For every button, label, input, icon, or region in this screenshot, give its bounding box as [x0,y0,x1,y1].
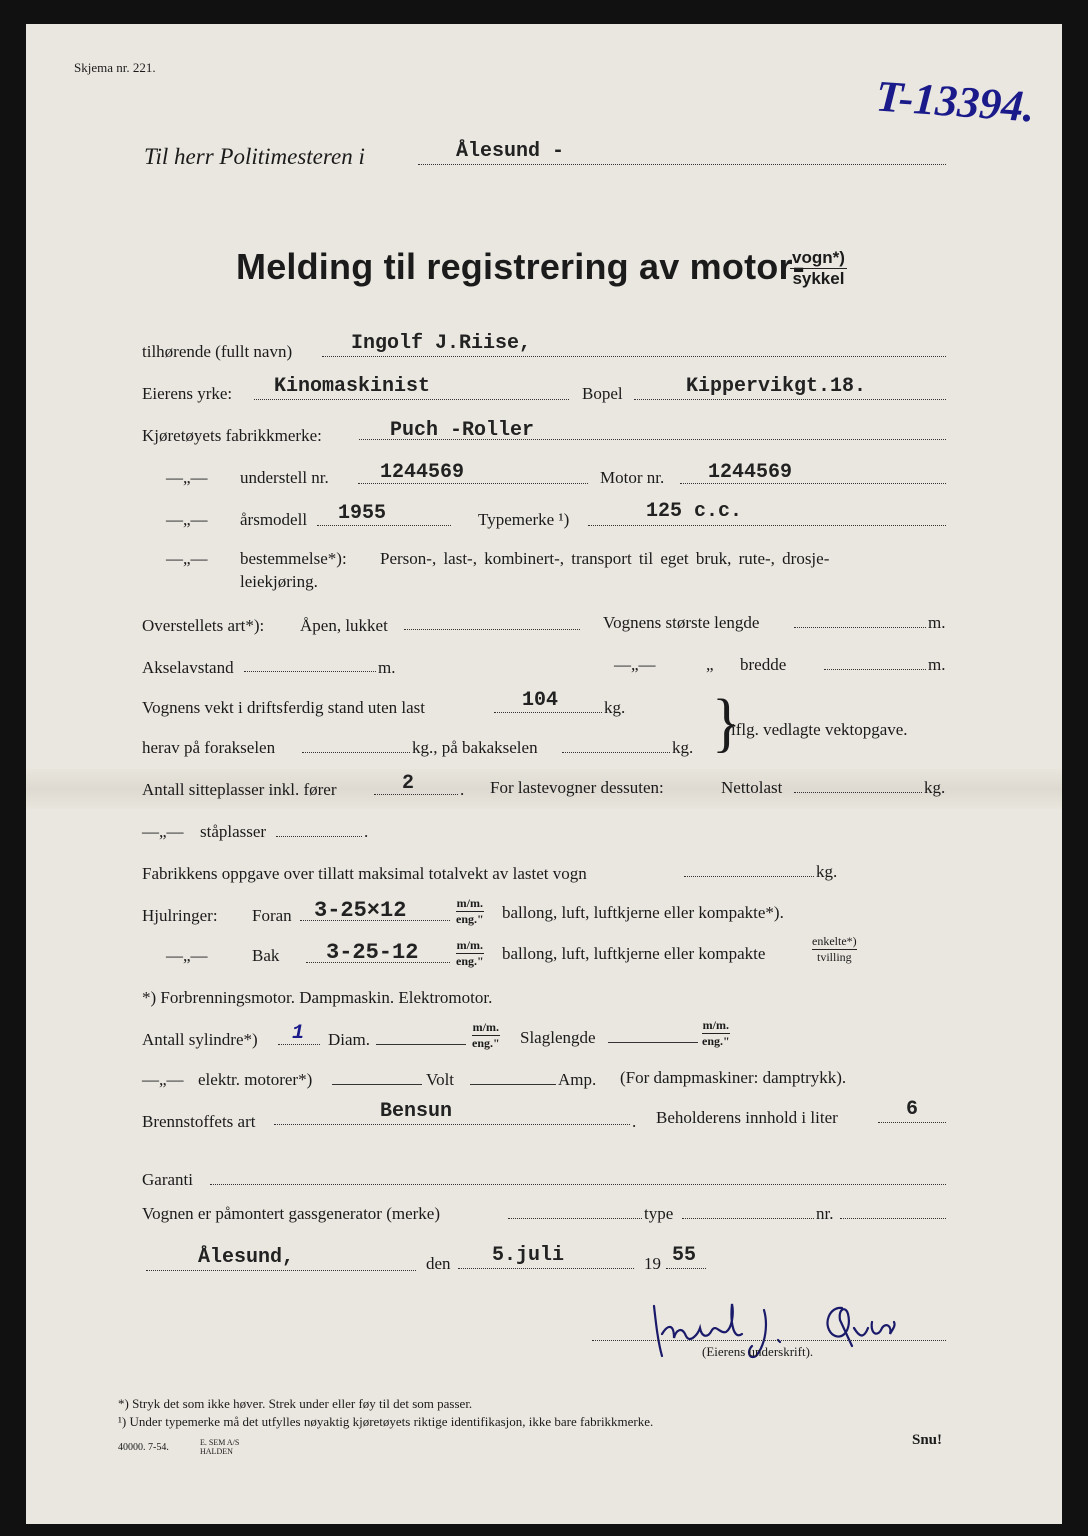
steam-note: (For dampmaskiner: damptrykk). [620,1068,847,1087]
cylinders-value: 1 [292,1022,305,1045]
ditto-mark: —„— [142,822,184,841]
diam-unit: m/m. eng." [472,1020,500,1050]
rear-wheels-label: Bak [252,946,280,965]
length-label: Vognens største lengde [603,613,760,632]
form-page [26,24,1062,1524]
volt-label: Volt [426,1070,455,1089]
guarantee-label: Garanti [142,1170,193,1189]
rear-wheels-value: 3-25-12 [326,940,419,965]
max-weight-unit: kg. [816,862,838,881]
length-unit: m. [928,613,946,632]
ditto-mark: —„— [614,655,656,674]
diam-label: Diam. [328,1030,371,1049]
ditto-mark: —„— [166,468,208,487]
gas-generator-label: Vognen er påmontert gassgenerator (merke) [142,1204,441,1223]
recipient-label: Til herr Politimesteren i [144,144,365,169]
date-label: den [426,1254,451,1273]
amp-label: Amp. [558,1070,597,1089]
rear-axle-unit: kg. [672,738,694,757]
ditto-mark: —„— [166,510,208,529]
width-ditto: „ [706,655,714,674]
print-code: 40000. 7-54. [118,1442,169,1453]
ditto-mark: —„— [142,1070,184,1089]
weight-note: iflg. vedlagte vektopgave. [731,720,908,739]
weight-value: 104 [522,689,559,712]
width-unit: m. [928,655,946,674]
footnote-2: ¹) Under typemerke må det utfylles nøyaktig kjøretøyets riktige identifikasjon, ikke bare fabrikkmerke. [118,1414,654,1429]
seats-dot: . [460,780,465,799]
motor-value: 1244569 [708,461,793,484]
front-wheels-value: 3-25×12 [314,898,407,923]
engine-types: *) Forbrenningsmotor. Dampmaskin. Elektromotor. [142,988,493,1007]
purpose-label: bestemmelse*): [240,549,347,568]
type-value: 125 c.c. [646,500,743,523]
make-label: Kjøretøyets fabrikkmerke: [142,426,322,445]
make-value: Puch -Roller [390,419,535,442]
truck-label: For lastevogner dessuten: [490,778,664,797]
weight-unit: kg. [604,698,626,717]
title-fraction [790,248,847,289]
weight-label: Vognens vekt i driftsferdig stand uten last [142,698,425,717]
seats-label: Antall sitteplasser inkl. fører [142,780,337,799]
address-value: Kippervikgt.18. [686,375,867,398]
gas-type-label: type [644,1204,674,1223]
fuel-value: Bensun [380,1100,453,1123]
footnote-1: *) Stryk det som ikke høver. Strek under eller føy til det som passer. [118,1396,473,1411]
body-options: Åpen, lukket [300,616,388,635]
year-suffix: 55 [672,1244,697,1267]
electric-label: elektr. motorer*) [198,1070,313,1089]
net-load-label: Nettolast [721,778,783,797]
tank-value: 6 [906,1098,919,1121]
cylinders-label: Antall sylindre*) [142,1030,258,1049]
purpose-options: Person-, last-, kombinert-, transport til eget bruk, rute-, drosje- [380,549,830,568]
owner-signature [646,1294,896,1374]
turn-over: Snu! [912,1432,943,1448]
recipient-value: Ålesund - [456,140,565,163]
front-axle-label: herav på forakselen [142,738,276,757]
form-title: Melding til registrering av motor- [236,246,805,287]
standing-label: ståplasser [200,822,267,841]
body-label: Overstellets art*): [142,616,265,635]
occupation-label: Eierens yrke: [142,384,233,403]
front-wheels-unit: m/m. eng." [456,896,484,926]
year-prefix: 19 [644,1254,661,1273]
front-wheels-types: ballong, luft, luftkjerne eller kompakte*). [502,903,784,922]
motor-label: Motor nr. [600,468,665,487]
fuel-dot: . [632,1112,637,1131]
signing-place: Ålesund, [198,1246,295,1269]
wheels-label: Hjulringer: [142,906,218,925]
single-twin: enkelte*) tvilling [812,934,857,964]
title-sykkel: sykkel [792,269,845,288]
net-load-unit: kg. [924,778,946,797]
ditto-mark: —„— [166,946,208,965]
type-label: Typemerke ¹) [478,510,570,529]
schema-number: Skjema nr. 221. [74,60,156,75]
rear-wheels-unit: m/m. eng." [456,938,484,968]
occupation-value: Kinomaskinist [274,375,431,398]
chassis-label: understell nr. [240,468,329,487]
width-label: bredde [740,655,787,674]
seats-value: 2 [402,772,415,795]
reference-number: T-13394. [874,71,1037,132]
front-wheels-label: Foran [252,906,292,925]
address-label: Bopel [582,384,623,403]
standing-dot: . [364,822,369,841]
wheelbase-unit: m. [378,658,396,677]
fuel-label: Brennstoffets art [142,1112,256,1131]
brace: } [712,685,741,759]
owner-name-value: Ingolf J.Riise, [351,332,532,355]
printer: E. SEM A/S HALDEN [200,1438,240,1456]
title-vogn: vogn*) [792,248,845,267]
signature-caption: (Eierens underskrift). [702,1344,814,1359]
date-value: 5.juli [492,1244,565,1267]
tank-label: Beholderens innhold i liter [656,1108,838,1127]
gas-nr-label: nr. [816,1204,834,1223]
ditto-mark: —„— [166,549,208,568]
wheelbase-label: Akselavstand [142,658,234,677]
rear-wheels-types: ballong, luft, luftkjerne eller kompakte [502,944,766,963]
year-label: årsmodell [240,510,308,529]
year-value: 1955 [338,502,387,525]
chassis-value: 1244569 [380,461,465,484]
rear-axle-label: kg., på bakakselen [412,738,538,757]
max-weight-label: Fabrikkens oppgave over tillatt maksimal totalvekt av lastet vogn [142,864,587,883]
owner-name-label: tilhørende (fullt navn) [142,342,293,361]
purpose-options-2: leiekjøring. [240,572,318,591]
stroke-label: Slaglengde [520,1028,596,1047]
stroke-unit: m/m. eng." [702,1018,730,1048]
